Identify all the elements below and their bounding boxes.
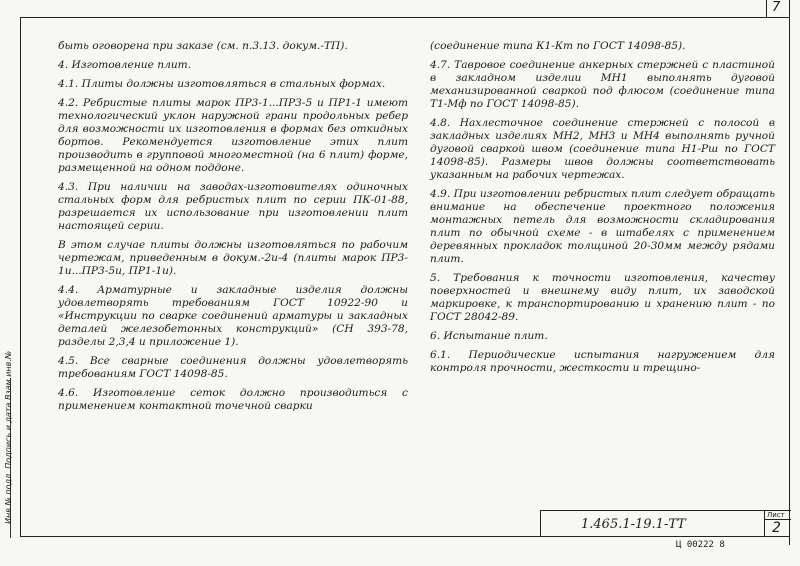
paragraph: 4.8. Нахлесточное соединение стержней с полосой в закладных изделиях МН2, МН3 и МН4 выполнять ручной дуговой сваркой швом (соединение типа Н1-Рш по ГОСТ 14098-85). Размеры швов должны соответствовать указанным на рабочих чертежах.	[430, 117, 775, 181]
paragraph: 4.3. При наличии на заводах-изготовителях одиночных стальных форм для ребристых плит по серии ПК-01-88, разрешается их использование при изготовлении плит настоящей серии.	[58, 181, 408, 232]
side-strip-text: Инв.№ подл. Подпись и дата Взам.инв.№	[4, 350, 13, 524]
paragraph: В этом случае плиты должны изготовляться по рабочим чертежам, приведенным в докум.-2и-4 (плиты марок ПР3-1и...ПР3-5и, ПР1-1и).	[58, 239, 408, 277]
sheet-box	[764, 511, 791, 537]
paragraph: 6.1. Периодические испытания нагружением для контроля прочности, жесткости и трещино-	[430, 349, 775, 374]
right-column	[430, 40, 775, 381]
left-column	[58, 40, 408, 419]
paragraph: 5. Требования к точности изготовления, качеству поверхностей и внешнему виду плит, их заводской маркировке, к транспортированию и хранению плит - по ГОСТ 28042-89.	[430, 272, 775, 323]
paragraph: 4.4. Арматурные и закладные изделия должны удовлетворять требованиям ГОСТ 10922-90 и «Инструкции по сварке соединений арматуры и закладных деталей железобетонных конструкций» (СН 393-78, разделы 2,3,4 и приложение 1).	[58, 284, 408, 348]
title-block	[540, 510, 791, 537]
document-code: 1.465.1-19.1-ТТ	[581, 517, 686, 532]
paragraph: 4.6. Изготовление сеток должно производиться с применением контактной точечной сварки	[58, 387, 408, 412]
paragraph: 4.2. Ребристые плиты марок ПР3-1...ПР3-5 и ПР1-1 имеют технологический уклон наружной грани продольных ребер для возможности их изготовления в формах без откидных бортов. Рекомендуется изготовление этих плит производить в групповой многоместной (на 6 плит) форме, размещенной на одном поддоне.	[58, 97, 408, 174]
frame-border-left	[20, 17, 21, 537]
sheet-number: 2	[772, 520, 781, 536]
frame-border-right	[789, 0, 790, 545]
section-heading: 6. Испытание плит.	[430, 330, 548, 342]
paragraph: 4.7. Тавровое соединение анкерных стержней с пластиной в закладном изделии МН1 выполнять дуговой механизированной сваркой под флюсом (соединение типа Т1-Мф по ГОСТ 14098-85).	[430, 59, 775, 110]
paragraph: (соединение типа К1-Кт по ГОСТ 14098-85).	[430, 40, 686, 52]
archive-number: Ц 00222 8	[676, 540, 725, 550]
paragraph: 4.1. Плиты должны изготовляться в стальных формах.	[58, 78, 386, 90]
paragraph: 4.9. При изготовлении ребристых плит следует обращать внимание на обеспечение проектного положения монтажных петель для возможности складирования плит по обычной схеме - в штабелях с применением деревянных прокладок толщиной 20-30мм между рядами плит.	[430, 188, 775, 265]
page-number: 7	[772, 0, 781, 15]
side-strip	[0, 350, 20, 538]
paragraph: быть оговорена при заказе (см. п.3.13. докум.-ТП).	[58, 40, 348, 52]
sheet-label: Лист	[767, 511, 785, 519]
frame-border-top	[20, 17, 790, 18]
section-heading: 4. Изготовление плит.	[58, 59, 192, 71]
paragraph: 4.5. Все сварные соединения должны удовлетворять требованиям ГОСТ 14098-85.	[58, 355, 408, 380]
